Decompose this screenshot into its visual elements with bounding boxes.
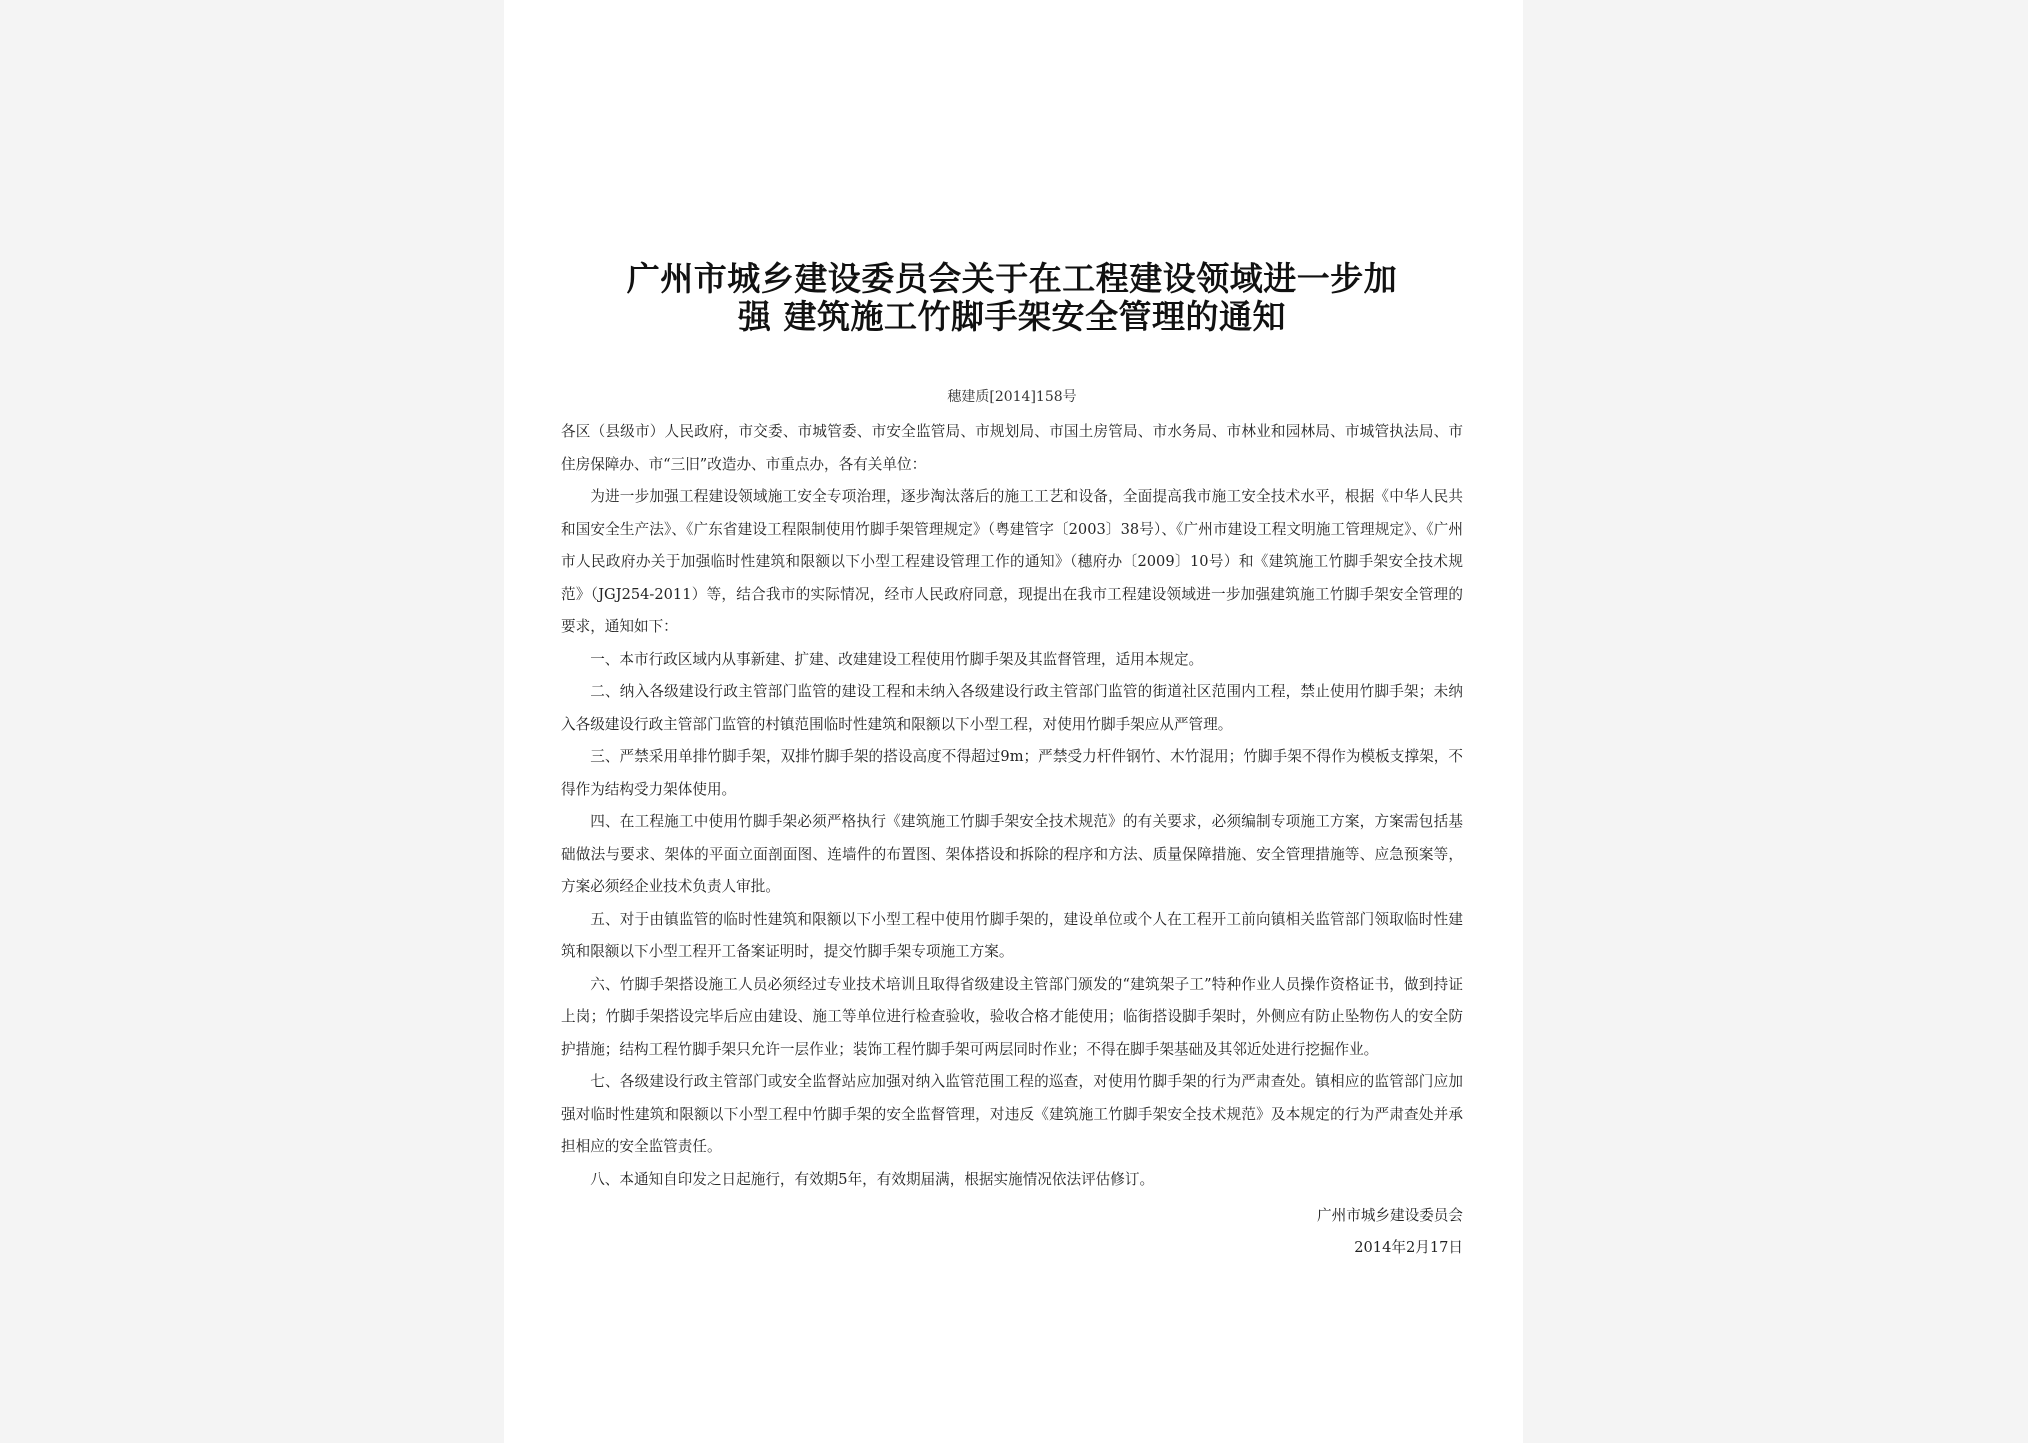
salutation: 各区（县级市）人民政府，市交委、市城管委、市安全监管局、市规划局、市国土房管局、市水务局、市林业和园林局、市城管执法局、市住房保障办、市“三旧”改造办、市重点办，各有关单位：: [561, 423, 1463, 473]
document-page: [504, 0, 1523, 1443]
paragraph-item-1: 一、本市行政区域内从事新建、扩建、改建建设工程使用竹脚手架及其监督管理，适用本规定。: [590, 650, 1204, 668]
title-line-1: 广州市城乡建设委员会关于在工程建设领域进一步加: [626, 259, 1398, 298]
document-title: [561, 260, 1463, 336]
paragraph-item-5: 五、对于由镇监管的临时性建筑和限额以下小型工程中使用竹脚手架的，建设单位或个人在工程开工前向镇相关监管部门领取临时性建筑和限额以下小型工程开工备案证明时，提交竹脚手架专项施工方案。: [561, 910, 1463, 960]
paragraph-intro: 为进一步加强工程建设领域施工安全专项治理，逐步淘汰落后的施工工艺和设备，全面提高我市施工安全技术水平，根据《中华人民共和国安全生产法》、《广东省建设工程限制使用竹脚手架管理规定》（粤建管字〔2003〕38号）、《广州市建设工程文明施工管理规定》、《广州市人民政府办关于加强临时性建筑和限额以下小型工程建设管理工作的通知》（穗府办〔2009〕10号）和《建筑施工竹脚手架安全技术规范》（JGJ254-2011）等，结合我市的实际情况，经市人民政府同意，现提出在我市工程建设领域进一步加强建筑施工竹脚手架安全管理的要求，通知如下：: [561, 488, 1463, 635]
paragraph-item-6: 六、竹脚手架搭设施工人员必须经过专业技术培训且取得省级建设主管部门颁发的“建筑架子工”特种作业人员操作资格证书，做到持证上岗；竹脚手架搭设完毕后应由建设、施工等单位进行检查验收，验收合格才能使用；临街搭设脚手架时，外侧应有防止坠物伤人的安全防护措施；结构工程竹脚手架只允许一层作业；装饰工程竹脚手架可两层同时作业；不得在脚手架基础及其邻近处进行挖掘作业。: [561, 975, 1463, 1058]
paragraph-item-8: 八、本通知自印发之日起施行，有效期5年，有效期届满，根据实施情况依法评估修订。: [590, 1170, 1155, 1188]
paragraph-item-2: 二、纳入各级建设行政主管部门监管的建设工程和未纳入各级建设行政主管部门监管的街道社区范围内工程，禁止使用竹脚手架；未纳入各级建设行政主管部门监管的村镇范围临时性建筑和限额以下小型工程，对使用竹脚手架应从严管理。: [561, 683, 1463, 733]
paragraph-item-3: 三、严禁采用单排竹脚手架，双排竹脚手架的搭设高度不得超过9m；严禁受力杆件钢竹、木竹混用；竹脚手架不得作为模板支撑架，不得作为结构受力架体使用。: [561, 748, 1463, 798]
signature-block: [561, 1200, 1463, 1264]
document-body: [561, 416, 1463, 1196]
signatory: 广州市城乡建设委员会: [1317, 1207, 1463, 1224]
paragraph-item-4: 四、在工程施工中使用竹脚手架必须严格执行《建筑施工竹脚手架安全技术规范》的有关要求，必须编制专项施工方案，方案需包括基础做法与要求、架体的平面立面剖面图、连墙件的布置图、架体搭设和拆除的程序和方法、质量保障措施、安全管理措施等、应急预案等，方案必须经企业技术负责人审批。: [561, 813, 1463, 895]
title-line-2: 强 建筑施工竹脚手架安全管理的通知: [738, 297, 1286, 336]
paragraph-item-7: 七、各级建设行政主管部门或安全监督站应加强对纳入监管范围工程的巡查，对使用竹脚手架的行为严肃查处。镇相应的监管部门应加强对临时性建筑和限额以下小型工程中竹脚手架的安全监督管理，对违反《建筑施工竹脚手架安全技术规范》及本规定的行为严肃查处并承担相应的安全监管责任。: [561, 1073, 1463, 1155]
document-number: 穗建质[2014]158号: [947, 389, 1077, 405]
issue-date: 2014年2月17日: [1354, 1239, 1463, 1256]
